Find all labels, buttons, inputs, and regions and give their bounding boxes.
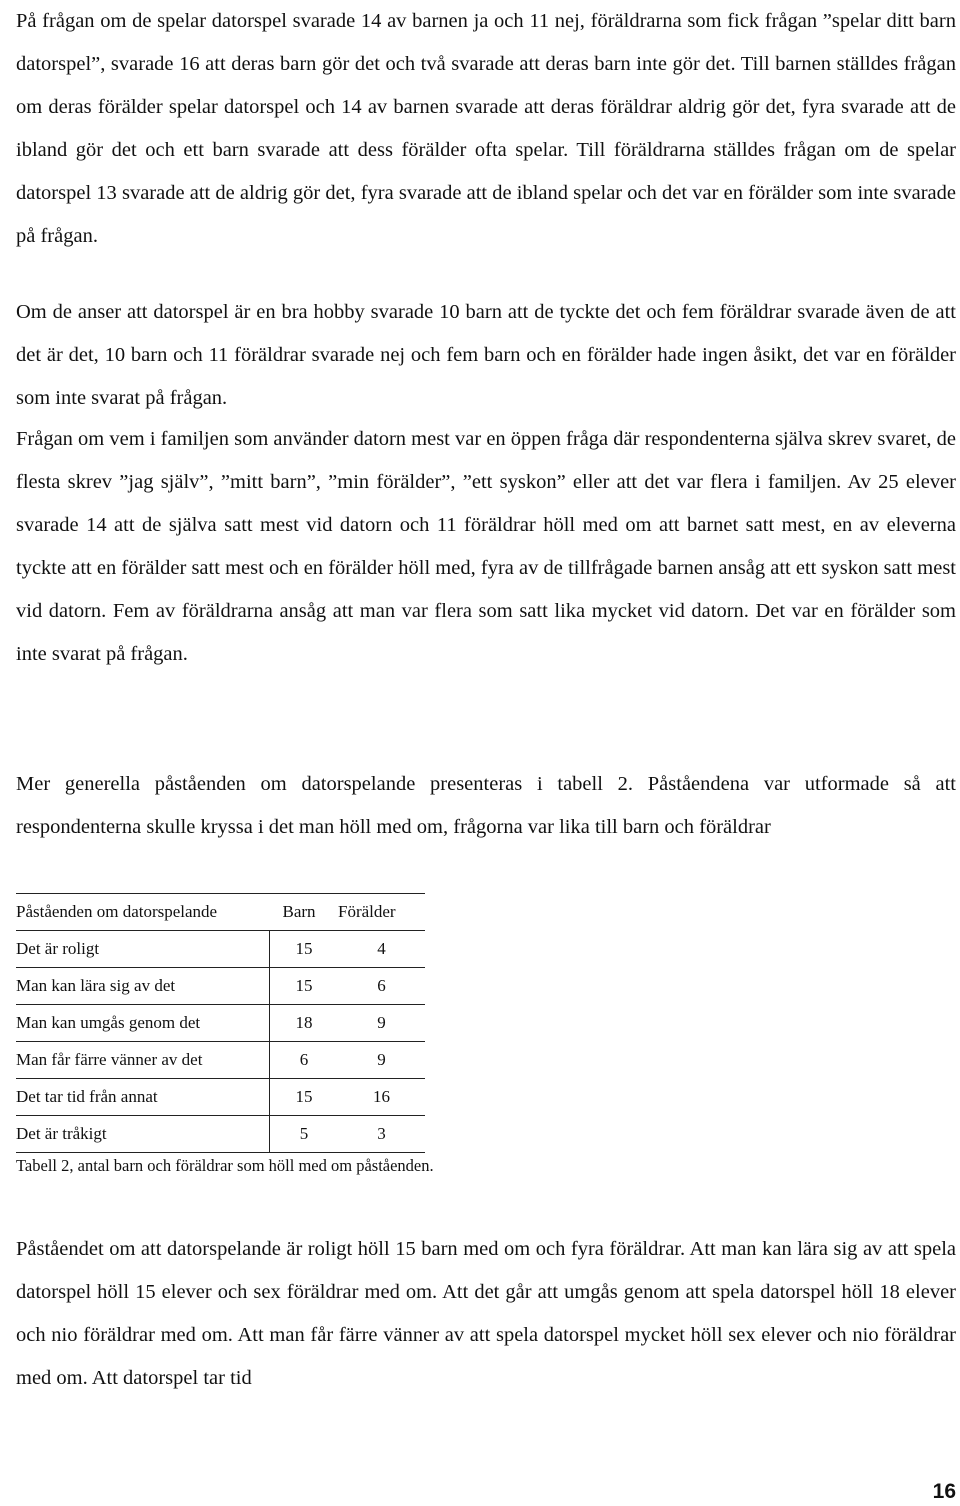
- table-row: [16, 1042, 425, 1079]
- table-cell-parents: 16: [338, 1079, 425, 1116]
- table-cell-statement: Det är roligt: [16, 931, 270, 968]
- paragraph-good-hobby: Om de anser att datorspel är en bra hobby svarade 10 barn att de tyckte det och fem föräldrar svarade även de att det är det, 10 barn och 11 föräldrar svarade nej och fem barn och en förälder hade ingen åsikt, det var en förälder som inte svarat på frågan.: [16, 301, 956, 409]
- table-cell-statement: Man kan lära sig av det: [16, 968, 270, 1005]
- table-header-row: [16, 894, 425, 931]
- table-cell-children: 5: [270, 1116, 339, 1153]
- table-cell-children: 15: [270, 968, 339, 1005]
- table-cell-statement: Det tar tid från annat: [16, 1079, 270, 1116]
- table-cell-parents: 3: [338, 1116, 425, 1153]
- table-cell-statement: Man får färre vänner av det: [16, 1042, 270, 1079]
- paragraph-table-intro: Mer generella påståenden om datorspelande presenteras i tabell 2. Påståendena var utformade så att respondenterna skulle kryssa i det man höll med om, frågorna var lika till barn och föräldrar: [16, 773, 956, 838]
- table-caption: Tabell 2, antal barn och föräldrar som höll med om påståenden.: [16, 1156, 434, 1175]
- table-header-statements: Påståenden om datorspelande: [16, 894, 270, 931]
- table-cell-parents: 9: [338, 1005, 425, 1042]
- table-row: [16, 1116, 425, 1153]
- table-row: [16, 1079, 425, 1116]
- table-header-children: Barn: [270, 894, 339, 931]
- paragraph-table-summary: Påståendet om att datorspelande är roligt höll 15 barn med om och fyra föräldrar. Att man kan lära sig av att spela datorspel höll 15 elever och sex föräldrar med om. Att det går att umgås genom att spela datorspel höll 18 elever och nio föräldrar med om. Att man får färre vänner av att spela datorspel mycket höll sex elever och nio föräldrar med om. Att datorspel tar tid: [16, 1238, 956, 1389]
- table-row: [16, 931, 425, 968]
- table-cell-children: 15: [270, 1079, 339, 1116]
- table-cell-parents: 9: [338, 1042, 425, 1079]
- table-header-parents: Förälder: [338, 894, 425, 931]
- table-row: [16, 968, 425, 1005]
- table-cell-parents: 4: [338, 931, 425, 968]
- table-cell-children: 15: [270, 931, 339, 968]
- table-cell-statement: Man kan umgås genom det: [16, 1005, 270, 1042]
- table-cell-parents: 6: [338, 968, 425, 1005]
- table-cell-statement: Det är tråkigt: [16, 1116, 270, 1153]
- table-row: [16, 1005, 425, 1042]
- table-cell-children: 18: [270, 1005, 339, 1042]
- paragraph-computer-use: Frågan om vem i familjen som använder datorn mest var en öppen fråga där respondenterna själva skrev svaret, de flesta skrev ”jag själv”, ”mitt barn”, ”min förälder”, ”ett syskon” eller att det var flera i familjen. Av 25 elever svarade 14 att de själva satt mest vid datorn och 11 föräldrar höll med om att barnet satt mest, en av eleverna tyckte att en förälder satt mest och en förälder höll med, fyra av de tillfrågade barnen ansåg att ett syskon satt mest vid datorn. Fem av föräldrarna ansåg att man var flera som satt lika mycket vid datorn. Det var en förälder som inte svarat på frågan.: [16, 428, 956, 665]
- table-cell-children: 6: [270, 1042, 339, 1079]
- statements-table: [16, 893, 425, 1153]
- page-number: 16: [932, 1480, 956, 1503]
- paragraph-playing-habits: På frågan om de spelar datorspel svarade 14 av barnen ja och 11 nej, föräldrarna som fick frågan ”spelar ditt barn datorspel”, svarade 16 att deras barn gör det och två svarade att deras barn inte gör det. Till barnen ställdes frågan om deras förälder spelar datorspel och 14 av barnen svarade att deras föräldrar aldrig gör det, fyra svarade att de ibland gör det och ett barn svarade att dess förälder ofta spelar. Till föräldrarna ställdes frågan om de spelar datorspel 13 svarade att de aldrig gör det, fyra svarade att de ibland spelar och det var en förälder som inte svarade på frågan.: [16, 10, 956, 247]
